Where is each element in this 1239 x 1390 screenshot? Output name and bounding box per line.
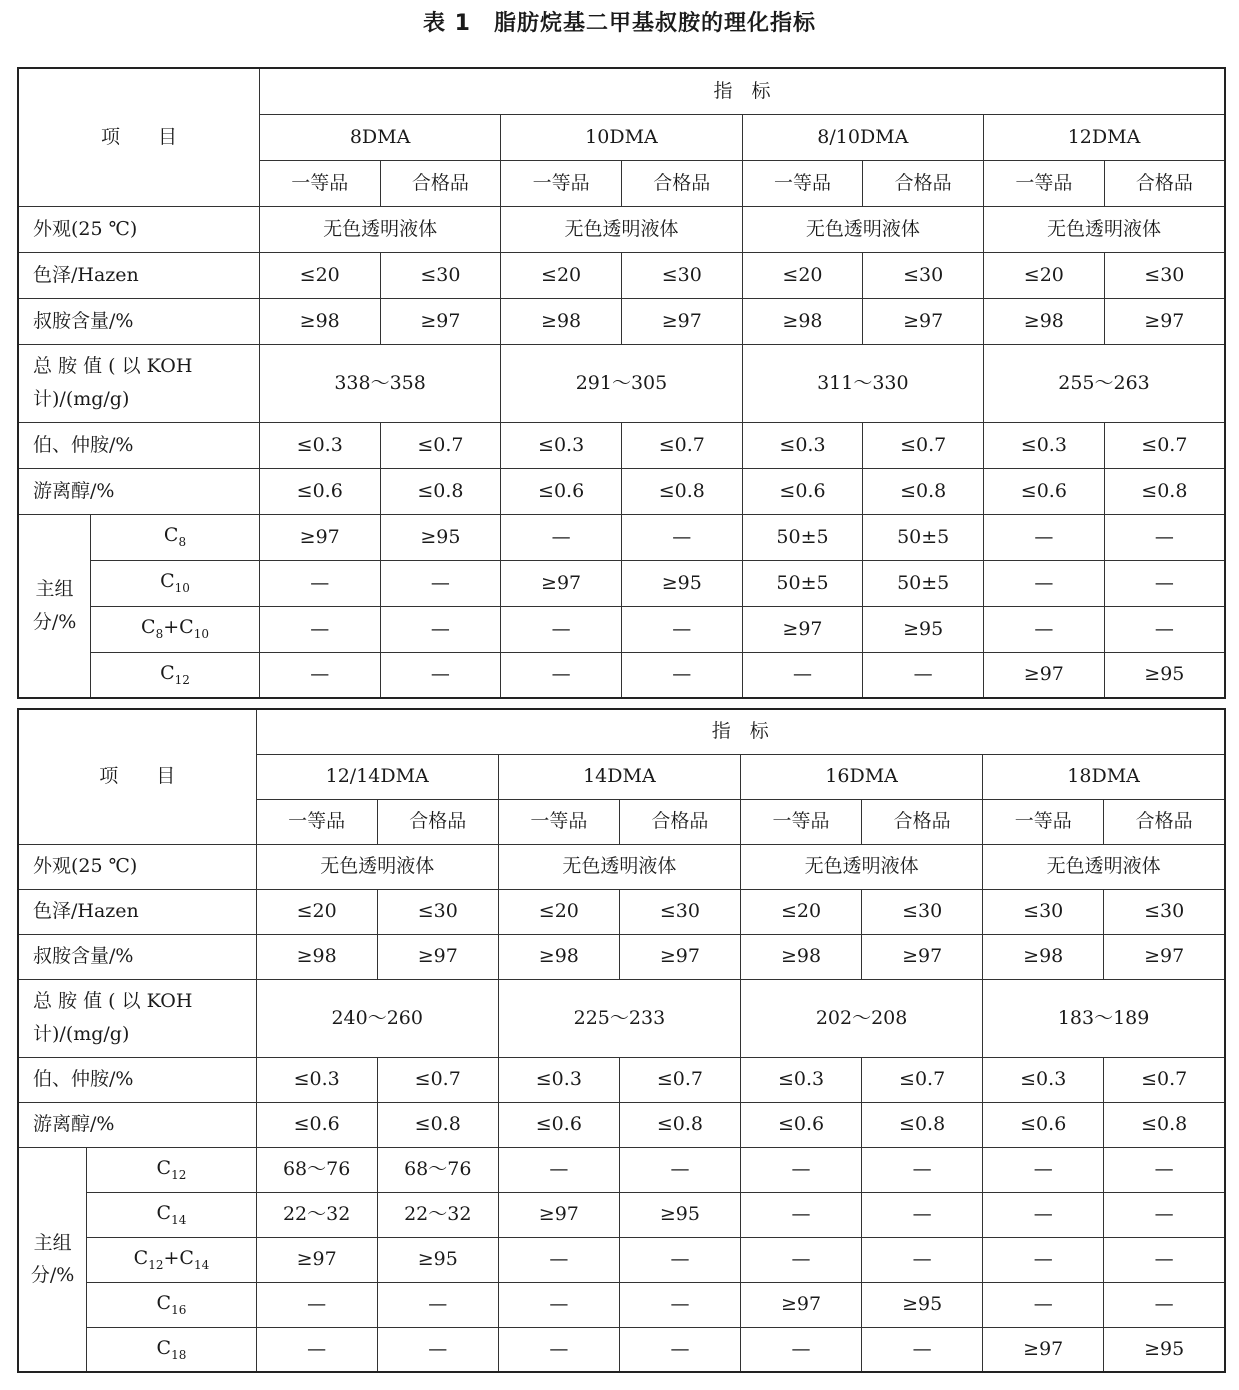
product-header: 8/10DMA [742,114,983,160]
cell-value: ≤0.8 [862,1102,983,1147]
grade-first-header: 一等品 [259,160,380,206]
component-label [87,1192,256,1237]
row-label: 游离醇/% [18,1102,256,1147]
cell-value: ≤0.6 [501,468,622,514]
cell-value: — [621,514,742,560]
cell-value: 68～76 [256,1147,377,1192]
cell-value: — [862,1192,983,1237]
cell-value: ≤20 [501,252,622,298]
component-row [18,1237,1225,1282]
cell-value: ≥97 [259,514,380,560]
row-label: 伯、仲胺/% [18,422,259,468]
cell-value: 无色透明液体 [501,206,742,252]
cell-value: ≤0.3 [256,1057,377,1102]
cell-value: — [740,1147,861,1192]
cell-value: ≤30 [619,889,740,934]
indicator-header: 指 标 [256,709,1225,754]
cell-value: 22～32 [377,1192,498,1237]
grade-qualified-header: 合格品 [862,799,983,844]
row-label: 外观(25 ℃) [18,206,259,252]
product-header: 14DMA [498,754,740,799]
cell-value: ≥97 [863,298,984,344]
component-label [87,1237,256,1282]
cell-value: — [984,560,1105,606]
component-symbol: C [160,662,175,685]
cell-value: — [1104,1147,1225,1192]
cell-value: ≥97 [501,560,622,606]
cell-value: ≤0.6 [742,468,863,514]
cell-value: ≤0.3 [983,1057,1104,1102]
cell-value: — [377,1327,498,1372]
product-header: 16DMA [740,754,982,799]
component-row [18,1327,1225,1372]
component-subscript: 12 [174,672,190,687]
cell-value: — [501,606,622,652]
component-row [18,1282,1225,1327]
table-caption: 表 1 脂肪烷基二甲基叔胺的理化指标 [423,11,816,36]
table-body [18,68,1225,698]
cell-value: ≤0.6 [259,468,380,514]
grade-qualified-header: 合格品 [380,160,501,206]
cell-value: ≤20 [742,252,863,298]
cell-value: ≤0.8 [1104,1102,1225,1147]
cell-value: ≥98 [259,298,380,344]
group-label: 主组分/% [18,1147,87,1372]
cell-value: 无色透明液体 [740,844,982,889]
table-row [18,1057,1225,1102]
cell-value: ≤0.6 [740,1102,861,1147]
cell-value: 240～260 [256,979,498,1057]
component-row [18,652,1225,698]
row-label: 叔胺含量/% [18,934,256,979]
grade-first-header: 一等品 [501,160,622,206]
cell-value: ≥98 [501,298,622,344]
cell-value: 311～330 [742,344,983,422]
grade-first-header: 一等品 [498,799,619,844]
table-row [18,344,1225,422]
cell-value: — [1104,1237,1225,1282]
component-row [18,1147,1225,1192]
cell-value: — [619,1147,740,1192]
table-row [18,1102,1225,1147]
cell-value: — [862,1147,983,1192]
cell-value: — [983,1147,1104,1192]
cell-value: — [740,1237,861,1282]
component-subscript: 14 [171,1212,187,1227]
cell-value: ≤0.8 [1104,468,1225,514]
cell-value: 无色透明液体 [259,206,500,252]
row-label: 总 胺 值 ( 以 KOH 计)/(mg/g) [18,979,256,1057]
cell-value: 50±5 [863,560,984,606]
cell-value: 50±5 [742,514,863,560]
row-label: 游离醇/% [18,468,259,514]
component-symbol: C [133,1246,149,1269]
cell-value: — [1104,1282,1225,1327]
cell-value: ≤0.7 [621,422,742,468]
cell-value: — [377,1282,498,1327]
row-label: 伯、仲胺/% [18,1057,256,1102]
grade-first-header: 一等品 [740,799,861,844]
cell-value: ≥97 [740,1282,861,1327]
cell-value: 183～189 [983,979,1225,1057]
cell-value: — [380,606,501,652]
cell-value: ≥95 [621,560,742,606]
cell-value: ≥97 [498,1192,619,1237]
cell-value: 无色透明液体 [983,844,1225,889]
cell-value: — [619,1327,740,1372]
cell-value: — [1104,514,1225,560]
cell-value: — [984,606,1105,652]
product-header: 12/14DMA [256,754,498,799]
cell-value: — [256,1327,377,1372]
component-label [87,1327,256,1372]
cell-value: ≤30 [380,252,501,298]
cell-value: ≤0.3 [498,1057,619,1102]
table-row [18,468,1225,514]
cell-value: ≤0.7 [862,1057,983,1102]
cell-value: ≥97 [742,606,863,652]
component-symbol: C [156,1156,172,1179]
component-symbol: C [163,524,179,547]
grade-qualified-header: 合格品 [1104,799,1225,844]
cell-value: 无色透明液体 [256,844,498,889]
cell-value: — [1104,1192,1225,1237]
cell-value: — [863,652,984,698]
cell-value: — [619,1282,740,1327]
cell-value: — [740,1327,861,1372]
cell-value: ≤20 [498,889,619,934]
cell-value: ≤20 [984,252,1105,298]
cell-value: ≤0.8 [863,468,984,514]
cell-value: ≤0.3 [740,1057,861,1102]
cell-value: ≤0.3 [501,422,622,468]
row-label: 总 胺 值 ( 以 KOH 计)/(mg/g) [18,344,259,422]
component-subscript: 10 [174,581,190,596]
cell-value: 无色透明液体 [498,844,740,889]
cell-value: ≤0.6 [984,468,1105,514]
cell-value: ≤20 [740,889,861,934]
grade-first-header: 一等品 [256,799,377,844]
grade-first-header: 一等品 [742,160,863,206]
product-header: 18DMA [983,754,1225,799]
cell-value: — [740,1192,861,1237]
cell-value: ≥95 [863,606,984,652]
cell-value: — [256,1282,377,1327]
table-body [18,709,1225,1372]
cell-value: — [498,1147,619,1192]
component-subscript: 12 [148,1257,164,1272]
cell-value: ≤30 [983,889,1104,934]
product-header: 10DMA [501,114,742,160]
product-header: 8DMA [259,114,500,160]
cell-value: ≤30 [377,889,498,934]
spec-table-1 [17,67,1226,699]
cell-value: ≤0.3 [259,422,380,468]
table-row [18,252,1225,298]
component-row [18,606,1225,652]
cell-value: ≥97 [380,298,501,344]
cell-value: ≥95 [380,514,501,560]
component-symbol: C [141,616,156,639]
cell-value: ≥98 [740,934,861,979]
cell-value: ≥95 [619,1192,740,1237]
product-header: 12DMA [984,114,1225,160]
cell-value: ≥98 [983,934,1104,979]
cell-value: ≤0.6 [256,1102,377,1147]
cell-value: — [983,1192,1104,1237]
item-header: 项 目 [18,68,259,206]
cell-value: — [259,652,380,698]
cell-value: — [1104,606,1225,652]
component-label [91,560,260,606]
cell-value: ≤30 [1104,889,1225,934]
cell-value: ≤20 [256,889,377,934]
cell-value: — [259,560,380,606]
cell-value: — [983,1282,1104,1327]
cell-value: ≥98 [498,934,619,979]
component-subscript: 8 [178,535,187,550]
header-row [18,709,1225,754]
cell-value: ≤20 [259,252,380,298]
component-symbol: C [156,1291,172,1314]
component-row [18,1192,1225,1237]
cell-value: ≥97 [983,1327,1104,1372]
cell-value: ≤0.7 [863,422,984,468]
cell-value: 291～305 [501,344,742,422]
cell-value: — [498,1282,619,1327]
header-row [18,68,1225,114]
indicator-header: 指 标 [259,68,1225,114]
table-row [18,422,1225,468]
grade-qualified-header: 合格品 [1104,160,1225,206]
group-label: 主组分/% [18,514,91,698]
cell-value: ≥95 [1104,1327,1225,1372]
cell-value: 无色透明液体 [984,206,1225,252]
component-subscript: 16 [171,1302,187,1317]
cell-value: — [862,1237,983,1282]
cell-value: ≤0.3 [742,422,863,468]
row-label: 色泽/Hazen [18,252,259,298]
cell-value: — [742,652,863,698]
cell-value: — [259,606,380,652]
cell-value: 无色透明液体 [742,206,983,252]
cell-value: — [984,514,1105,560]
cell-value: ≥97 [256,1237,377,1282]
cell-value: ≥95 [862,1282,983,1327]
cell-value: ≥97 [619,934,740,979]
cell-value: 68～76 [377,1147,498,1192]
component-row [18,560,1225,606]
grade-qualified-header: 合格品 [377,799,498,844]
cell-value: ≤0.6 [983,1102,1104,1147]
cell-value: ≥97 [862,934,983,979]
cell-value: 202～208 [740,979,982,1057]
component-subscript: 18 [171,1347,187,1362]
row-label: 色泽/Hazen [18,889,256,934]
component-label [91,514,260,560]
cell-value: ≥97 [1104,934,1225,979]
table-row [18,934,1225,979]
cell-value: ≤30 [1104,252,1225,298]
grade-qualified-header: 合格品 [863,160,984,206]
cell-value: ≥98 [984,298,1105,344]
table-row [18,889,1225,934]
cell-value: ≤30 [621,252,742,298]
component-symbol: C [156,1336,172,1359]
cell-value: ≤30 [863,252,984,298]
component-label [91,606,260,652]
grade-first-header: 一等品 [983,799,1104,844]
spec-table-2 [17,708,1226,1373]
cell-value: ≥97 [1104,298,1225,344]
cell-value: 225～233 [498,979,740,1057]
cell-value: ≤0.8 [377,1102,498,1147]
cell-value: 50±5 [863,514,984,560]
grade-qualified-header: 合格品 [621,160,742,206]
cell-value: — [983,1237,1104,1282]
table-row [18,298,1225,344]
cell-value: ≥95 [377,1237,498,1282]
component-row [18,514,1225,560]
cell-value: ≤0.7 [1104,1057,1225,1102]
cell-value: ≤0.3 [984,422,1105,468]
cell-value: ≥97 [984,652,1105,698]
table-row [18,844,1225,889]
grade-first-header: 一等品 [984,160,1105,206]
grade-qualified-header: 合格品 [619,799,740,844]
cell-value: ≥97 [621,298,742,344]
component-plus: +C [163,616,194,639]
cell-value: ≤0.6 [498,1102,619,1147]
component-subscript: 10 [193,627,209,642]
row-label: 外观(25 ℃) [18,844,256,889]
cell-value: 255～263 [984,344,1225,422]
cell-value: ≤0.7 [619,1057,740,1102]
component-symbol: C [160,570,175,593]
cell-value: 50±5 [742,560,863,606]
component-label [87,1282,256,1327]
cell-value: ≤0.8 [380,468,501,514]
cell-value: — [380,560,501,606]
cell-value: ≤0.7 [377,1057,498,1102]
cell-value: — [501,652,622,698]
component-label [91,652,260,698]
component-label [87,1147,256,1192]
cell-value: ≥95 [1104,652,1225,698]
cell-value: ≥98 [742,298,863,344]
cell-value: 338～358 [259,344,500,422]
cell-value: — [619,1237,740,1282]
cell-value: ≤30 [862,889,983,934]
table-row [18,206,1225,252]
component-symbol: C [156,1201,172,1224]
cell-value: — [862,1327,983,1372]
cell-value: — [621,606,742,652]
cell-value: ≥98 [256,934,377,979]
cell-value: ≤0.8 [621,468,742,514]
component-plus: +C [163,1246,194,1269]
item-header: 项 目 [18,709,256,844]
cell-value: ≤0.8 [619,1102,740,1147]
component-subscript: 8 [155,627,164,642]
row-label: 叔胺含量/% [18,298,259,344]
cell-value: ≤0.7 [1104,422,1225,468]
cell-value: ≤0.7 [380,422,501,468]
cell-value: — [498,1237,619,1282]
component-subscript: 14 [193,1257,210,1272]
cell-value: — [1104,560,1225,606]
cell-value: — [380,652,501,698]
cell-value: 22～32 [256,1192,377,1237]
cell-value: ≥97 [377,934,498,979]
table-row [18,979,1225,1057]
cell-value: — [498,1327,619,1372]
component-subscript: 12 [171,1167,187,1182]
cell-value: — [621,652,742,698]
cell-value: — [501,514,622,560]
